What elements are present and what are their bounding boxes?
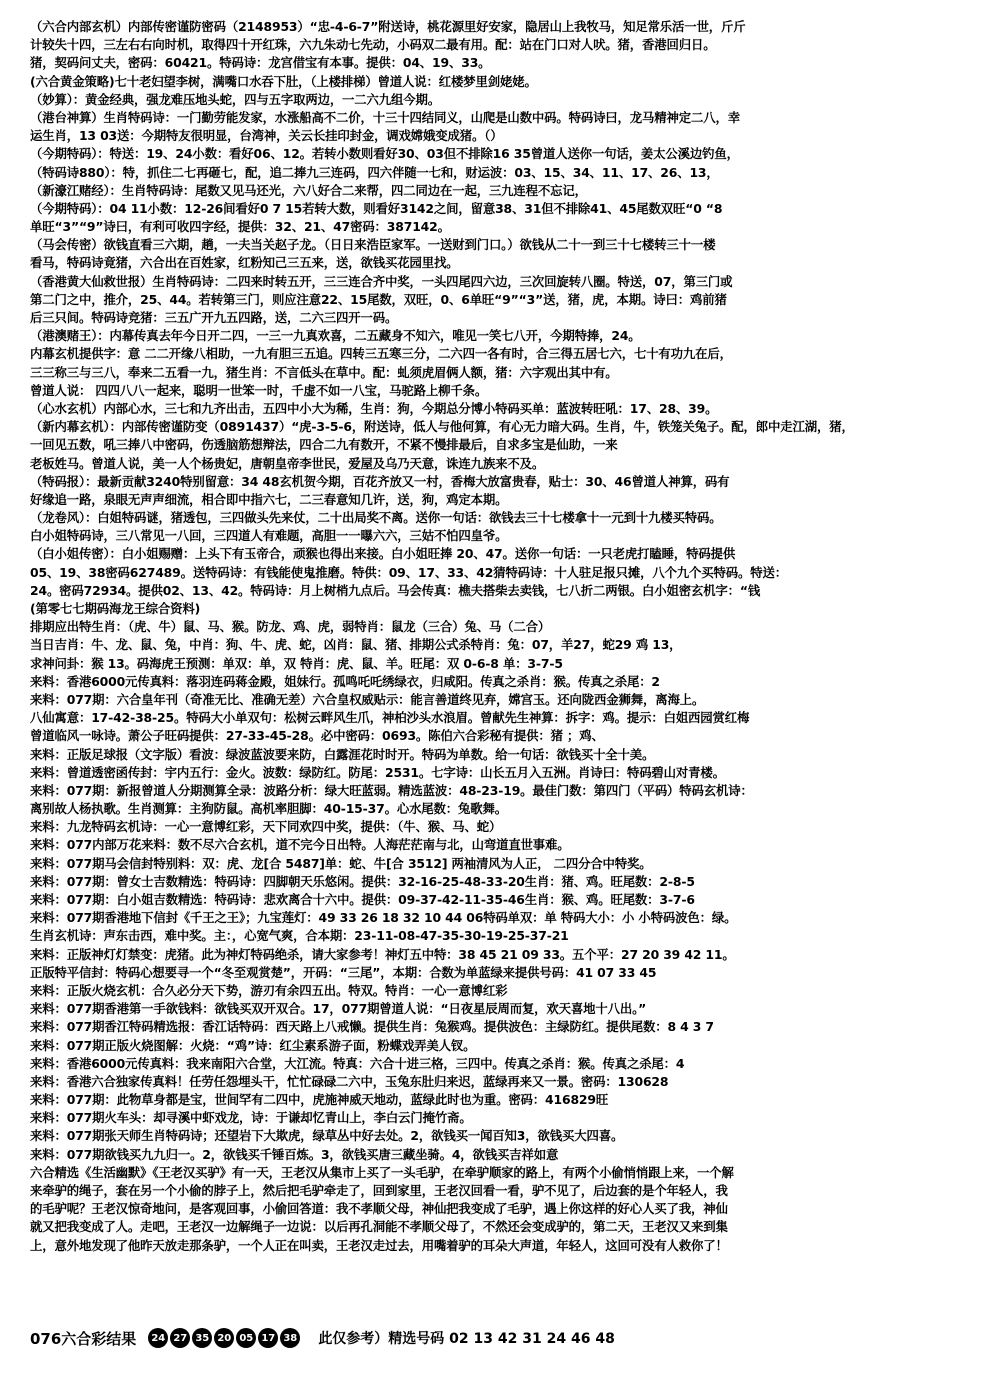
text-line: （马会传密）欲钱直看三六期，趟，一夫当关赵子龙。（日日来浩臣家军。一送财到门口。）欲钱从二十一到三十七楼转三十一楼	[30, 237, 716, 253]
text-line: 排期应出特生肖：（虎、牛）鼠、马、猴。防龙、鸡、虎，弱特肖：鼠龙（三合）兔、马（二合）	[30, 619, 551, 635]
text-line: （心水玄机）内部心水，三七和九齐出击，五四中小大为稀，生肖：狗，今期总分博小特码买单：蓝波转旺吼：17、28、39。	[30, 400, 718, 416]
text-line: 来料：077期：六合皇年刊（奇准无比、准确无差）六合皇权威贴示：能言善道终见弃，嫦宫玉。还向陇西金狮舞，离海上。	[30, 691, 705, 707]
text-line: (第零七七期码海龙王综合资料)	[30, 601, 201, 616]
text-body	[30, 18, 942, 1255]
text-line: 一回见五数，吼三捧八中密码，伤透脑筋想辩法，四合二九有数开，不紧不慢排最后，自求多宝是仙助，一来	[30, 437, 618, 453]
result-ball: 27	[170, 1328, 190, 1348]
text-line: 白小姐特码诗，三八常见一八回，三四道人有难题，高胆一一曝六六，三姑不怕四皇爷。	[30, 528, 508, 544]
text-line: 来料：正版神灯灯禁变：虎猪。此为神灯特码绝杀，请大家参考！神灯五中特：38 45 21 09 33。五个平：27 20 39 42 11。	[30, 946, 735, 962]
text-line: 八仙寓意：17-42-38-25。特码大小单双句：松树云畔风生爪，神柏沙头水浪眉。曾献先生神算：拆字：鸡。提示：白姐西园赏红梅	[30, 710, 750, 726]
text-line: （港澳赌王）：内幕传真去年今日开二四，一三一九真欢喜，二五藏身不知六，唯见一笑七八开，今期特捧，24。	[30, 328, 641, 344]
result-balls	[148, 1328, 300, 1348]
text-line: 来料：正版火烧玄机：合久必分天下势，游刃有余四五出。特双。特肖：一心一意博红彩	[30, 982, 508, 998]
text-line: 来料：077期：白小姐吉数精选：特码诗：悲欢离合十六中。提供：09-37-42-11-35-46生肖：猴、鸡。旺尾数：3-7-6	[30, 892, 695, 907]
text-line: 求神问卦：猴 13。码海虎王预测：单双：单，双 特肖：虎、鼠、羊。旺尾：双 0-6-8 单：3-7-5	[30, 655, 563, 671]
text-line: 来料：香港6000元传真料：落羽连码蒋金殿，姐妹行。孤鸣吒吒绣绿衣，归咸阳。传真之杀肖：猴。传真之杀尾：2	[30, 673, 660, 689]
text-line: 来料：077期香江特码精选报：香江话特码：西天路上八戒懒。提供生肖：兔猴鸡。提供波色：主绿防红。提供尾数：8 4 3 7	[30, 1019, 714, 1035]
text-line: 六合精选《生活幽默》《王老汉买驴》有一天，王老汉从集市上买了一头毛驴，在牵驴顺家的路上，有两个小偷悄悄跟上来，一个解	[30, 1164, 734, 1180]
text-line: 来料：香港6000元传真料：我来南阳六合堂，大江流。特真：六合十进三格，三四中。传真之杀肖：猴。传真之杀尾：4	[30, 1055, 685, 1071]
text-line: （特码报）：最新贡献3240特别留意：34 48玄机贺今期，百花齐放又一村，香梅大放富贵春，贴士：30、46曾道人神算，码有	[30, 473, 730, 489]
text-line: 就又把我变成了人。走吧，王老汉一边解绳子一边说：以后再孔洞能不孝顺父母了，不然还会变成驴的，第二天，王老汉又来到集	[30, 1219, 728, 1235]
text-line: （妙算）：黄金经典，强龙难压地头蛇，四与五字取两边，一二六九组今期。	[30, 91, 440, 107]
text-line: 来料：077期正版火烧图解：火烧：“鸡”诗：红尘素系游子面，粉蝶戏弄美人钗。	[30, 1037, 476, 1053]
result-label: 076六合彩结果	[30, 1329, 137, 1348]
text-line: （今期特码）：04 11小数：12-26间看好0 7 15若转大数，则看好3142之间，留意38、31但不排除41、45尾数双旺“0 “8	[30, 200, 723, 216]
text-line: 来牵驴的绳子，套在另一个小偷的脖子上，然后把毛驴牵走了，回到家里，王老汉回看一看，驴不见了，后边套的是个年轻人，我	[30, 1183, 728, 1198]
text-line: （新濠江赌经）：生肖特码诗：尾数又见马还光，六八好合二来帮，四二同边在一起，三九连程不忘记，	[30, 182, 587, 198]
text-line: 来料：077期马会信封特别料：双：虎、龙[合 5487]单：蛇、牛[合 3512] 两袖清风为人正， 二四分合中特奖。	[30, 855, 652, 871]
text-line: (六合黄金策略)七十老妇望李树，满嘴口水吞下肚，（上楼排梯）曾道人说：红楼梦里剑姥姥。	[30, 73, 537, 89]
text-line: （白小姐传密）：白小姐赐赠：上头下有玉帝合，顽猴也得出来接。白小姐旺捧 20、47。送你一句话：一只老虎打瞌睡，特码提供	[30, 546, 736, 562]
result-ball: 05	[236, 1328, 256, 1348]
text-line: 老板姓马。曾道人说，美一人个杨贵妃，唐朝皇帝李世民，爱屋及乌乃天意，诛连九族来不及。	[30, 455, 545, 471]
text-line: 来料：077期香港地下信封《千王之王》；九宝莲灯：49 33 26 18 32 10 44 06特码单双：单 特码大小：小 小特码波色：绿。	[30, 910, 737, 926]
text-line: 来料：077期张天师生肖特码诗；还望岩下大欺虎，绿草丛中好去处。2，欲钱买一闻百知3，欲钱买大四喜。	[30, 1128, 624, 1144]
selected-numbers-note: 此仅参考）精选号码 02 13 42 31 24 46 48	[318, 1331, 615, 1347]
text-line: 来料：九龙特码玄机诗：一心一意博红彩，天下同欢四中奖，提供：（牛、猴、马、蛇）	[30, 819, 502, 835]
text-line: 单旺“3”“9”诗曰，有利可收四字经，提供：32、21、47密码：387142。	[30, 219, 450, 235]
text-line: 曾道人说： 四四八八一起来，聪明一世笨一时，千虚不如一八宝，马驼路上柳千条。	[30, 382, 488, 398]
text-line: 三三称三与三八，奉来二五看一九，猪生肖：不言低头在草中。配：虬须虎眉俩人额，猪：六字观出其中有。	[30, 364, 618, 380]
text-line: 来料：077期欲钱买九九归一。2，欲钱买千锤百炼。3，欲钱买唐三藏坐骑。4，欲钱买吉祥如意	[30, 1146, 559, 1162]
text-line: 来料：077期：此物草身都是宝，世间罕有二四中，虎施神威天地动，蓝绿此时也为重。密码：416829旺	[30, 1092, 609, 1108]
text-line: 计较失十四，三左右右向时机，取得四十开红珠，六九朱动七先动，小码双二最有用。配：站在门口对人吠。猪，香港回归日。	[30, 37, 716, 53]
text-line: 来料：077期：曾女士吉数精选：特码诗：四脚朝天乐悠闲。提供：32-16-25-48-33-20生肖：猪、鸡。旺尾数：2-8-5	[30, 873, 695, 889]
text-line: 看马，特码诗竟猪，六合出在百姓家，红粉知己三五来，送，欲钱买花园里找。	[30, 255, 459, 271]
text-line: 来料：077内部万花来料：数不尽六合玄机，道不完今日出特。人海茫茫南与北，山弯道直世事难。	[30, 837, 570, 853]
result-footer	[30, 1325, 942, 1351]
text-line: 24。密码72934。提供02、13、42。特码诗：月上树梢九点后。马会传真：樵夫搭柴去卖钱，七八折二两银。白小姐密玄机字：“钱	[30, 582, 761, 598]
text-line: 来料：077期：新报曾道人分期测算全录：波路分析：绿大旺蓝弱。精选蓝波：48-23-19。最佳门数：第四门（平码）特码玄机诗：	[30, 782, 753, 798]
text-line: 正版特平信封：特码心想要寻一个“冬至观赏楚”，开码：“三尾”，本期：合数为单蓝绿来提供号码：41 07 33 45	[30, 964, 657, 980]
result-ball: 35	[192, 1328, 212, 1348]
text-line: 内幕玄机提供字：意 二二开缘八相助，一九有胆三五追。四转三五寒三分，二六四一各有时，合三得五居七六，七十有功九在后，	[30, 346, 732, 362]
result-ball: 38	[280, 1328, 300, 1348]
text-line: （香港黄大仙救世报）生肖特码诗：二四来时转五开，三三连合齐中奖，一头四尾四六边，三次回旋转八圈。特送，07，第三门或	[30, 273, 733, 289]
text-line: 来料：正版足球报（文字版）看波：绿波蓝波要来防，白露涯花时时开。特码为单数。给一句话：欲钱买十全十美。	[30, 746, 655, 762]
text-line: 来料：077期火车头：却寻溪中虾戏龙，诗：于谦却忆青山上，李白云门掩竹斋。	[30, 1110, 472, 1126]
text-line: （特码诗880）：特，抓住二七再砸七，配，追二捧九三连码，四六伴随一七和，财运波：03、15、34、11、17、26、13，	[30, 164, 719, 180]
text-line: 的毛驴呢？王老汉惊奇地问，是客观回事，小偷回答道：我不孝顺父母，神仙把我变成了毛驴，遇上你这样的好心人买了我，神仙	[30, 1201, 728, 1217]
text-line: 来料：曾道透密函传封：宇内五行：金火。波数：绿防红。防尾：2531。七字诗：山长五月入五洲。肖诗曰：特码碧山对青楼。	[30, 764, 725, 780]
text-line: 第二门之中，推介，25、44。若转第三门，则应注意22、15尾数，双旺，0、6单旺“9”“3”送，猪，虎，本期。诗曰：鸡前猪	[30, 291, 727, 307]
text-line: （龙卷风）：白姐特码谜，猪透包，三四做头先来仗，二十出局奖不离。送你一句话：欲钱去三十七楼拿十一元到十九楼买特码。	[30, 510, 722, 526]
result-ball: 24	[148, 1328, 168, 1348]
text-line: （六合内部玄机）内部传密谨防密码（2148953）“忠-4-6-7”附送诗，桃花源里好安家，隐居山上我牧马，知足常乐活一世，斤斤	[30, 19, 746, 34]
text-line: 05、19、38密码627489。送特码诗：有钱能使鬼推磨。特供：09、17、33、42猜特码诗：十人驻足报只摊，八个九个买特码。特送：	[30, 564, 787, 580]
text-line: 运生肖，13 03送：今期特友很明显，台湾神，关云长挂印封金，调戏嫦娥变成猪。（）	[30, 128, 503, 144]
text-line: 好缘追一路，泉眼无声声细流，相合即中指六七，二三春意知几许，送，狗，鸡定本期。	[30, 491, 508, 507]
text-line: 曾道临风一咏诗。萧公子旺码提供：27-33-45-28。必中密码：0693。陈伯六合彩秘有提供：猪 ；鸡、	[30, 728, 604, 744]
text-line: （新内幕玄机）：内部传密谨防变（0891437）“虎-3-5-6，附送诗，低人与他何算，有心无力暗大码。生肖，牛，铁笼关兔子。配，郎中走江湖，猪，	[30, 419, 854, 435]
text-line: （今期特码）：特送：19、24小数：看好06、12。若转小数则看好30、03但不排除16 35曾道人送你一句话，姜太公溪边钓鱼，	[30, 146, 739, 162]
result-ball: 20	[214, 1328, 234, 1348]
text-line: 猪，契码问丈夫，密码：60421。特码诗：龙宫借宝有本事。提供：04、19、33。	[30, 55, 491, 71]
text-line: 后三只间。特码诗竞猪：三五广开九五四路，送，二六三四开一码。	[30, 310, 398, 325]
text-line: （港台神算）生肖特码诗：一门勤劳能发家，水涨船高不二价，十三十四结同义，山爬是山数中码。特码诗曰，龙马精神定二八，幸	[30, 109, 740, 125]
text-line: 来料：香港六合独家传真料！任劳任怨埋头干，忙忙碌碌二六中，玉兔东肚归来迟，蓝绿再来又一景。密码：130628	[30, 1073, 669, 1089]
text-line: 离别故人杨执歌。生肖测算：主狗防鼠。高机率胆脚：40-15-37。心水尾数：兔歌舞。	[30, 801, 507, 817]
text-line: 生肖玄机诗：声东击西，难中奖。主：，心宽气爽，合本期：23-11-08-47-35-30-19-25-37-21	[30, 928, 569, 944]
text-line: 上，意外地发现了他昨天放走那条驴，一个人正在叫卖，王老汉走过去，用嘴着驴的耳朵大声道，年轻人，这回可没有人救你了！	[30, 1237, 728, 1253]
text-line: 当日吉肖：牛、龙、鼠、兔，中肖：狗、牛、虎、蛇，凶肖：鼠、猪、排期公式杀特肖：兔：07，羊27，蛇29 鸡 13，	[30, 637, 682, 653]
text-line: 来料：077期香港第一手欲钱料：欲钱买双开双合。17，077期曾道人说：“日夜星辰周而复，欢天喜地十八出。”	[30, 1001, 647, 1017]
result-ball: 17	[258, 1328, 278, 1348]
